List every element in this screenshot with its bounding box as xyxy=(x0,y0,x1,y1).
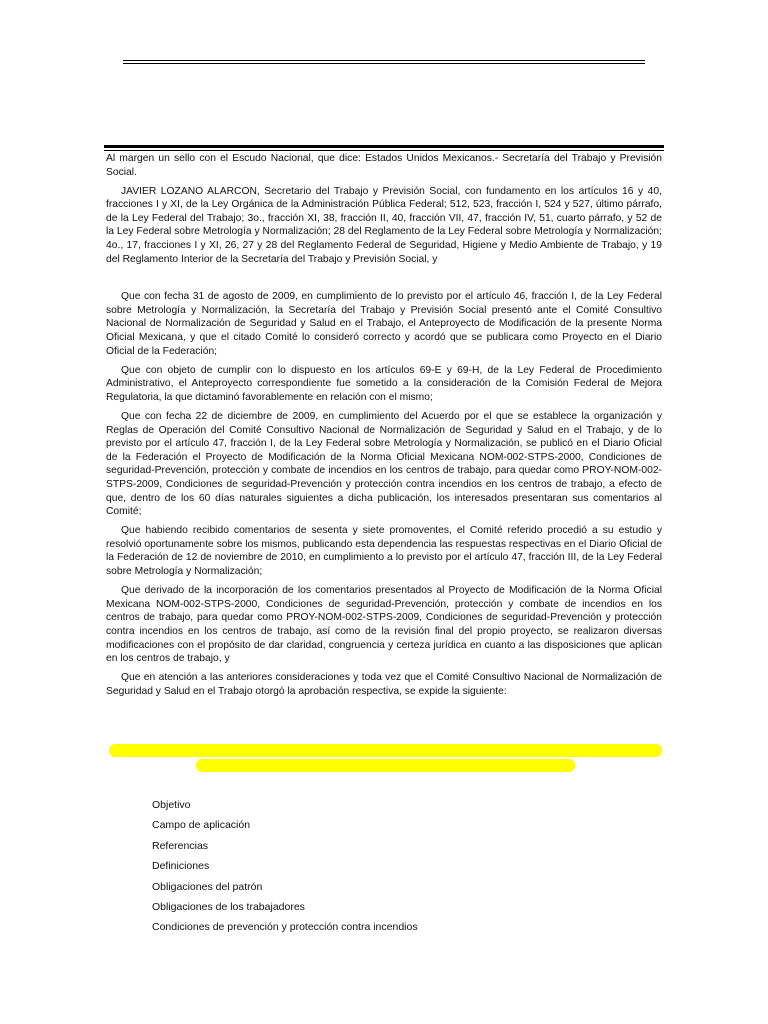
intro-paragraph: Al margen un sello con el Escudo Nacional, que dice: Estados Unidos Mexicanos.- Secretaría del Trabajo y Previsión Social. xyxy=(106,153,662,178)
contents-item: Condiciones de prevención y protección contra incendios xyxy=(152,921,418,934)
header-rule-top xyxy=(123,60,645,61)
consideration-paragraph: Que habiendo recibido comentarios de sesenta y siete promoventes, el Comité referido procedió a su estudio y resolvió oportunamente sobre los mismos, publicando esta dependencia las respuestas respectivas en el Diario Oficial de la Federación de 12 de noviembre de 2010, en cumplimiento a lo previsto por el artículo 47, fracción III, de la Ley Federal sobre Metrología y Normalización; xyxy=(106,525,662,578)
consideration-paragraph: Que derivado de la incorporación de los comentarios presentados al Proyecto de Modificación de la Norma Oficial Mexicana NOM-002-STPS-2000, Condiciones de seguridad-Prevención, protección y combate de incendios en los centros de trabajo, para quedar como PROY-NOM-002-STPS-2009, Condiciones de seguridad-Prevención y protección contra incendios en los centros de trabajo, así como de la revisión final del propio proyecto, se realizaron diversas modificaciones con el propósito de dar claridad, congruencia y certeza jurídica en cuanto a las disposiciones que aplican en los centros de trabajo, y xyxy=(106,585,662,665)
consideration-paragraph: Que con fecha 31 de agosto de 2009, en cumplimiento de lo previsto por el artículo 46, fracción I, de la Ley Federal sobre Metrología y Normalización, la Secretaría del Trabajo y Previsión Social presentó ante el Comité Consultivo Nacional de Normalización de Seguridad y Salud en el Trabajo, el Anteproyecto de Modificación de la presente Norma Oficial Mexicana, y que el citado Comité lo consideró correcto y acordó que se publicara como Proyecto en el Diario Oficial de la Federación; xyxy=(106,291,662,357)
contents-item: Campo de aplicación xyxy=(152,819,251,832)
signatory-paragraph: JAVIER LOZANO ALARCON, Secretario del Trabajo y Previsión Social, con fundamento en los artículos 16 y 40, fracciones I y XI, de la Ley Orgánica de la Administración Pública Federal; 512, 523, fracción I, 524 y 527, último párrafo, de la Ley Federal del Trabajo; 3o., fracción XI, 38, fracción II, 40, fracción VII, 47, fracción IV, 51, cuarto párrafo, y 52 de la Ley Federal sobre Metrología y Normalización; 28 del Reglamento de la Ley Federal sobre Metrología y Normalización; 4o., 17, fracciones I y XI, 26, 27 y 28 del Reglamento Federal de Seguridad, Higiene y Medio Ambiente de Trabajo, y 19 del Reglamento Interior de la Secretaría del Trabajo y Previsión Social, y xyxy=(106,185,662,265)
document-body xyxy=(106,152,662,704)
contents-item: Obligaciones del patrón xyxy=(152,880,263,893)
consideration-paragraph: Que con fecha 22 de diciembre de 2009, en cumplimiento del Acuerdo por el que se establece la organización y Reglas de Operación del Comité Consultivo Nacional de Normalización de Seguridad y Salud en el Trabajo, y de lo previsto por el artículo 47, fracción I, de la Ley Federal sobre Metrología y Normalización, se publicó en el Diario Oficial de la Federación el Proyecto de Modificación de la Norma Oficial Mexicana NOM-002-STPS-2000, Condiciones de seguridad-Prevención, protección y combate de incendios en los centros de trabajo, para quedar como PROY-NOM-002-STPS-2009, Condiciones de seguridad-Prevención y protección contra incendios en los centros de trabajo, a efecto de que, dentro de los 60 días naturales siguientes a dicha publicación, los interesados presentaran sus comentarios al Comité; xyxy=(106,411,662,518)
consideration-paragraph: Que con objeto de cumplir con lo dispuesto en los artículos 69-E y 69-H, de la Ley Federal de Procedimiento Administrativo, el Anteproyecto correspondiente fue sometido a la consideración de la Comisión Federal de Mejora Regulatoria, la que dictaminó favorablemente en relación con el mismo; xyxy=(106,364,662,403)
contents-item: Obligaciones de los trabajadores xyxy=(152,900,305,913)
highlight-bar-title xyxy=(109,744,662,757)
highlight-bar-subtitle xyxy=(196,759,575,772)
consideration-paragraph: Que en atención a las anteriores consideraciones y toda vez que el Comité Consultivo Nacional de Normalización de Seguridad y Salud en el Trabajo otorgó la aprobación respectiva, se expide la siguiente: xyxy=(106,672,662,697)
contents-item: Referencias xyxy=(152,839,209,852)
contents-item: Definiciones xyxy=(152,860,210,873)
section-rule-thin xyxy=(104,150,664,151)
contents-item: Objetivo xyxy=(152,799,191,811)
header-rule-bottom xyxy=(123,63,645,64)
section-rule-thick xyxy=(104,145,664,148)
contents-list xyxy=(152,798,418,941)
